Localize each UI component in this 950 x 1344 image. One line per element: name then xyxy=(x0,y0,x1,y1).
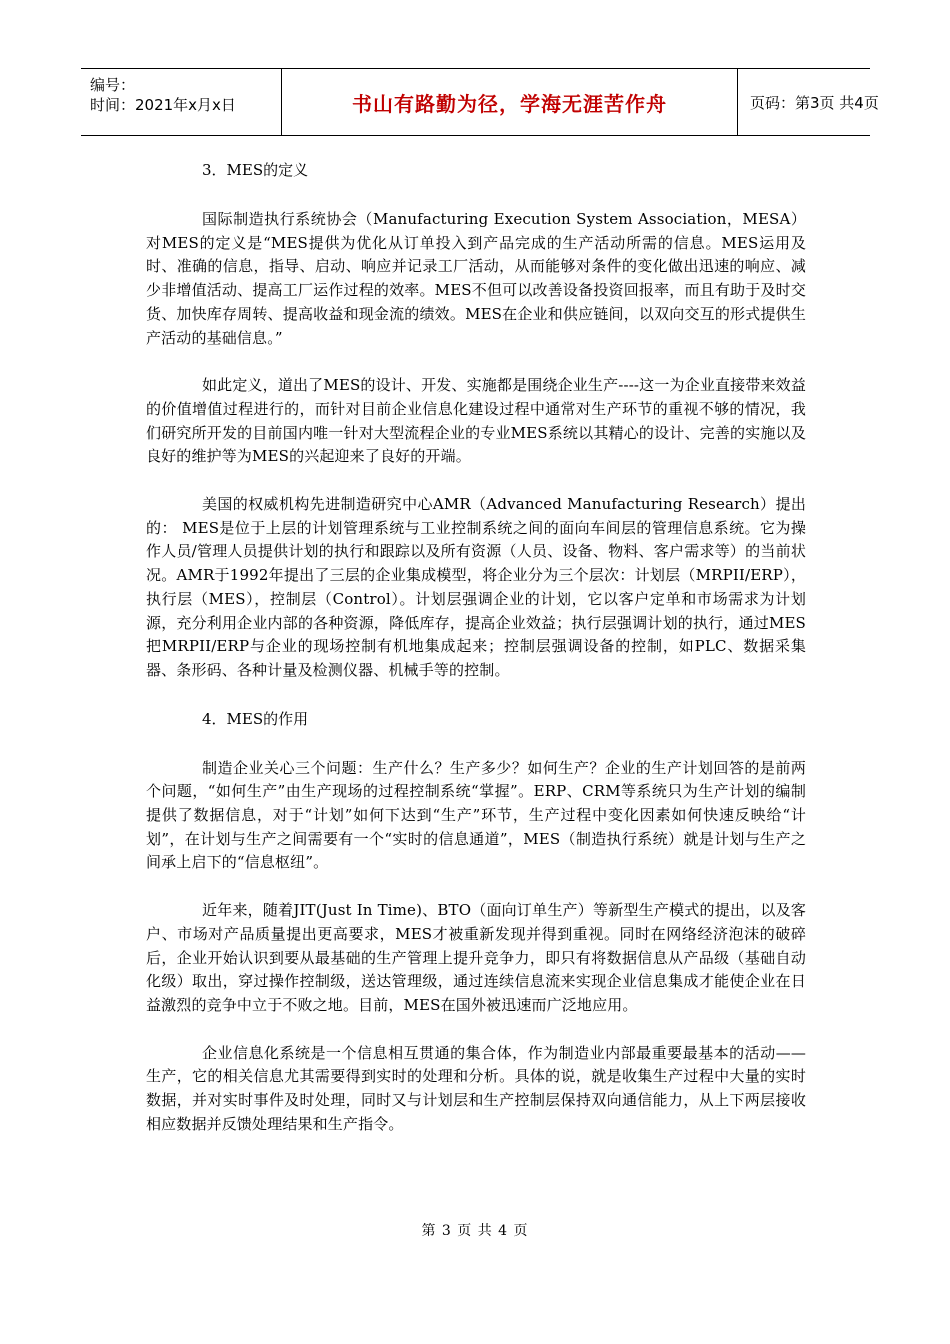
paragraph: 企业信息化系统是一个信息相互贯通的集合体，作为制造业内部最重要最基本的活动——生产，它的相关信息尤其需要得到实时的处理和分析。具体的说，就是收集生产过程中大量的实时数据，并对实时事件及时处理，同时又与计划层和生产控制层保持双向通信能力，从上下两层接收相应数据并反馈处理结果和生产指令。 xyxy=(146,1043,806,1133)
paragraph: 美国的权威机构先进制造研究中心AMR（Advanced Manufacturing Research）提出的： MES是位于上层的计划管理系统与工业控制系统之间的面向车间层的管理信息系统。它为操作人员/管理人员提供计划的执行和跟踪以及所有资源（人员、设备、物料、客户需求等）的当前状况。AMR于1992年提出了三层的企业集成模型，将企业分为三个层次：计划层（MRPII/ERP），执行层（MES），控制层（Control）。计划层强调企业的计划，它以客户定单和市场需求为计划源，充分利用企业内部的各种资源，降低库存，提高企业效益；执行层强调计划的执行，通过MES把MRPII/ERP与企业的现场控制有机地集成起来；控制层强调设备的控制，如PLC、数据采集器、条形码、各种计量及检测仪器、机械手等的控制。 xyxy=(146,495,806,679)
section-heading-mes-role: 4．MES的作用 xyxy=(202,709,309,728)
header-center-cell xyxy=(281,69,738,135)
paragraph: 制造企业关心三个问题：生产什么？生产多少？如何生产？企业的生产计划回答的是前两个问题，“如何生产”由生产现场的过程控制系统“掌握”。ERP、CRM等系统只为生产计划的编制提供了数据信息，对于“计划”如何下达到“生产”环节，生产过程中变化因素如何快速反映给“计划”，在计划与生产之间需要有一个“实时的信息通道”，MES（制造执行系统）就是计划与生产之间承上启下的“信息枢纽”。 xyxy=(146,758,806,872)
paragraph: 如此定义，道出了MES的设计、开发、实施都是围绕企业生产----这一为企业直接带来效益的价值增值过程进行的，而针对目前企业信息化建设过程中通常对生产环节的重视不够的情况，我们研究所开发的目前国内唯一针对大型流程企业的专业MES系统以其精心的设计、完善的实施以及良好的维护等为MES的兴起迎来了良好的开端。 xyxy=(146,376,806,466)
page-footer: 第 3 页 共 4 页 xyxy=(421,1223,529,1239)
header-left-cell xyxy=(81,69,281,135)
document-header xyxy=(81,68,879,136)
header-motto: 书山有路勤为径，学海无涯苦作舟 xyxy=(352,91,667,116)
document-time: 时间：2021年x月x日 xyxy=(90,96,236,114)
section-heading-mes-definition: 3．MES的定义 xyxy=(202,161,309,179)
paragraph: 近年来，随着JIT(Just In Time)、BTO（面向订单生产）等新型生产模式的提出，以及客户、市场对产品质量提出更高要求，MES才被重新发现并得到重视。同时在网络经济泡沫的破碎后，企业开始认识到要从最基础的生产管理上提升竞争力，即只有将数据信息从产品级（基础自动化级）取出，穿过操作控制级，送达管理级，通过连续信息流来实现企业信息集成才能使企业在日益激烈的竞争中立于不败之地。目前，MES在国外被迅速而广泛地应用。 xyxy=(146,901,806,1014)
paragraph: 国际制造执行系统协会（Manufacturing Execution System Association，MESA）对MES的定义是“MES提供为优化从订单投入到产品完成的生产活动所需的信息。MES运用及时、准确的信息，指导、启动、响应并记录工厂活动，从而能够对条件的变化做出迅速的响应、减少非增值活动、提高工厂运作过程的效率。MES不但可以改善设备投资回报率，而且有助于及时交货、加快库存周转、提高收益和现金流的绩效。MES在企业和供应链间，以双向交互的形式提供生产活动的基础信息。” xyxy=(146,210,806,347)
header-right-cell xyxy=(738,69,879,135)
header-page-info: 页码：第3页 共4页 xyxy=(750,93,879,112)
document-body xyxy=(146,158,806,1161)
document-number-label: 编号： xyxy=(90,76,136,94)
